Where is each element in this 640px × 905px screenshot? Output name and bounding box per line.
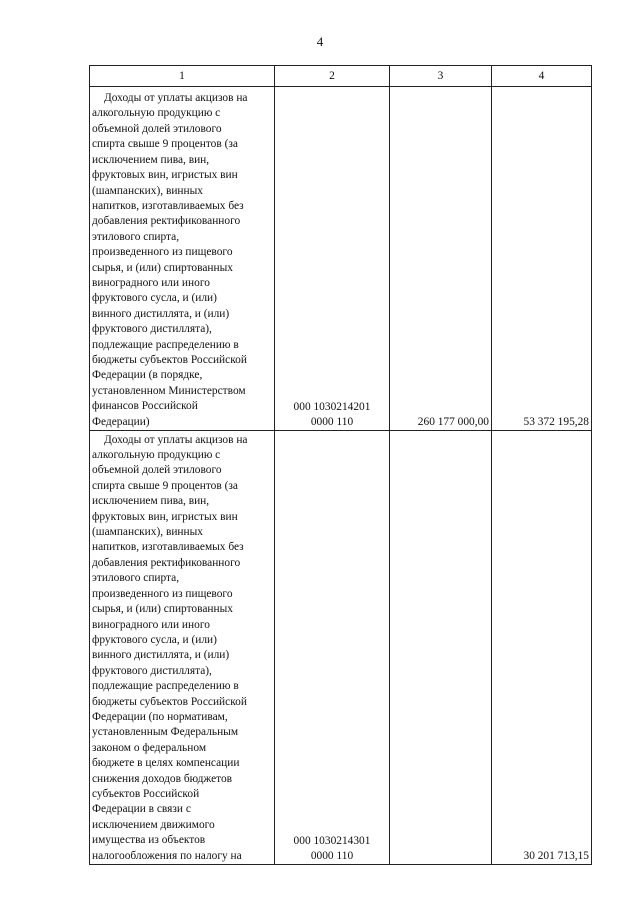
description-line: (шампанских), винных: [92, 184, 203, 197]
description-line: финансов Российской: [92, 400, 198, 413]
description-line: имущества из объектов: [92, 834, 206, 847]
budget-code-line: 000 1030214201: [293, 401, 371, 413]
description-line: винного дистиллята, и (или): [92, 307, 230, 320]
description-line: исключением пива, вин,: [92, 153, 210, 166]
description-line: налогообложения по налогу на: [92, 849, 242, 862]
description-line: добавления ректификованного: [92, 556, 241, 569]
description-line: Федерации (по нормативам,: [92, 710, 228, 723]
description-line: этилового спирта,: [92, 572, 180, 585]
description-line: снижения доходов бюджетов: [92, 772, 233, 785]
row-description: [90, 431, 275, 865]
description-line: виноградного или иного: [92, 618, 210, 631]
description-line: произведенного из пищевого: [92, 246, 233, 259]
column-header-3: 3: [390, 66, 492, 87]
revenue-table: [89, 65, 592, 865]
column-header-4: 4: [492, 66, 592, 87]
column-header-2: 2: [275, 66, 390, 87]
description-line: алкогольную продукцию с: [92, 107, 221, 120]
table-row: [90, 87, 592, 431]
description-line: фруктового дистиллята),: [92, 664, 212, 677]
description-line: фруктового сусла, и (или): [92, 633, 217, 646]
column-header-1: 1: [90, 66, 275, 87]
row-budget-code: [275, 87, 390, 431]
description-line: (шампанских), винных: [92, 526, 203, 539]
budget-code-line: 0000 110: [310, 850, 354, 862]
description-line: бюджеты субъектов Российской: [92, 695, 247, 708]
description-line: фруктовых вин, игристых вин: [92, 169, 238, 182]
description-line: алкогольную продукцию с: [92, 449, 221, 462]
row-col4-value: 30 201 713,15: [492, 431, 592, 865]
description-line: фруктового сусла, и (или): [92, 292, 217, 305]
description-line: фруктовых вин, игристых вин: [92, 510, 238, 523]
description-line: бюджеты субъектов Российской: [92, 353, 247, 366]
row-budget-code: [275, 431, 390, 865]
table-row: [90, 431, 592, 865]
table-header-row: [90, 66, 592, 87]
description-line: напитков, изготавливаемых без: [92, 541, 244, 554]
description-line: законом о федеральном: [92, 741, 207, 754]
description-line: субъектов Российской: [92, 787, 200, 800]
row-col3-value: 260 177 000,00: [390, 87, 492, 431]
description-line: исключением пива, вин,: [92, 495, 210, 508]
description-line: виноградного или иного: [92, 276, 210, 289]
page-number: 4: [316, 34, 324, 49]
description-line: напитков, изготавливаемых без: [92, 199, 244, 212]
description-line: бюджете в целях компенсации: [92, 757, 240, 770]
description-line: подлежащие распределению в: [92, 338, 239, 351]
row-col4-value: 53 372 195,28: [492, 87, 592, 431]
description-line: Доходы от уплаты акцизов на: [104, 433, 248, 446]
description-line: исключением движимого: [92, 818, 215, 831]
description-line: подлежащие распределению в: [92, 680, 239, 693]
description-line: этилового спирта,: [92, 230, 180, 243]
description-line: объемной долей этилового: [92, 464, 222, 477]
description-line: спирта свыше 9 процентов (за: [92, 138, 238, 151]
row-col3-value: [390, 431, 492, 865]
description-line: спирта свыше 9 процентов (за: [92, 479, 238, 492]
description-line: Доходы от уплаты акцизов на: [104, 92, 248, 105]
description-line: произведенного из пищевого: [92, 587, 233, 600]
budget-code-line: 000 1030214301: [293, 835, 371, 847]
description-line: фруктового дистиллята),: [92, 323, 212, 336]
description-line: Федерации (в порядке,: [92, 369, 203, 382]
description-line: сырья, и (или) спиртованных: [92, 603, 233, 616]
description-line: объемной долей этилового: [92, 122, 222, 135]
description-line: установленном Министерством: [92, 384, 246, 397]
description-line: установленным Федеральным: [92, 726, 239, 739]
description-line: Федерации в связи с: [92, 803, 191, 816]
description-line: Федерации): [92, 415, 150, 428]
budget-code-line: 0000 110: [310, 416, 354, 428]
description-line: сырья, и (или) спиртованных: [92, 261, 233, 274]
description-line: винного дистиллята, и (или): [92, 649, 230, 662]
description-line: добавления ректификованного: [92, 215, 241, 228]
row-description: [90, 87, 275, 431]
